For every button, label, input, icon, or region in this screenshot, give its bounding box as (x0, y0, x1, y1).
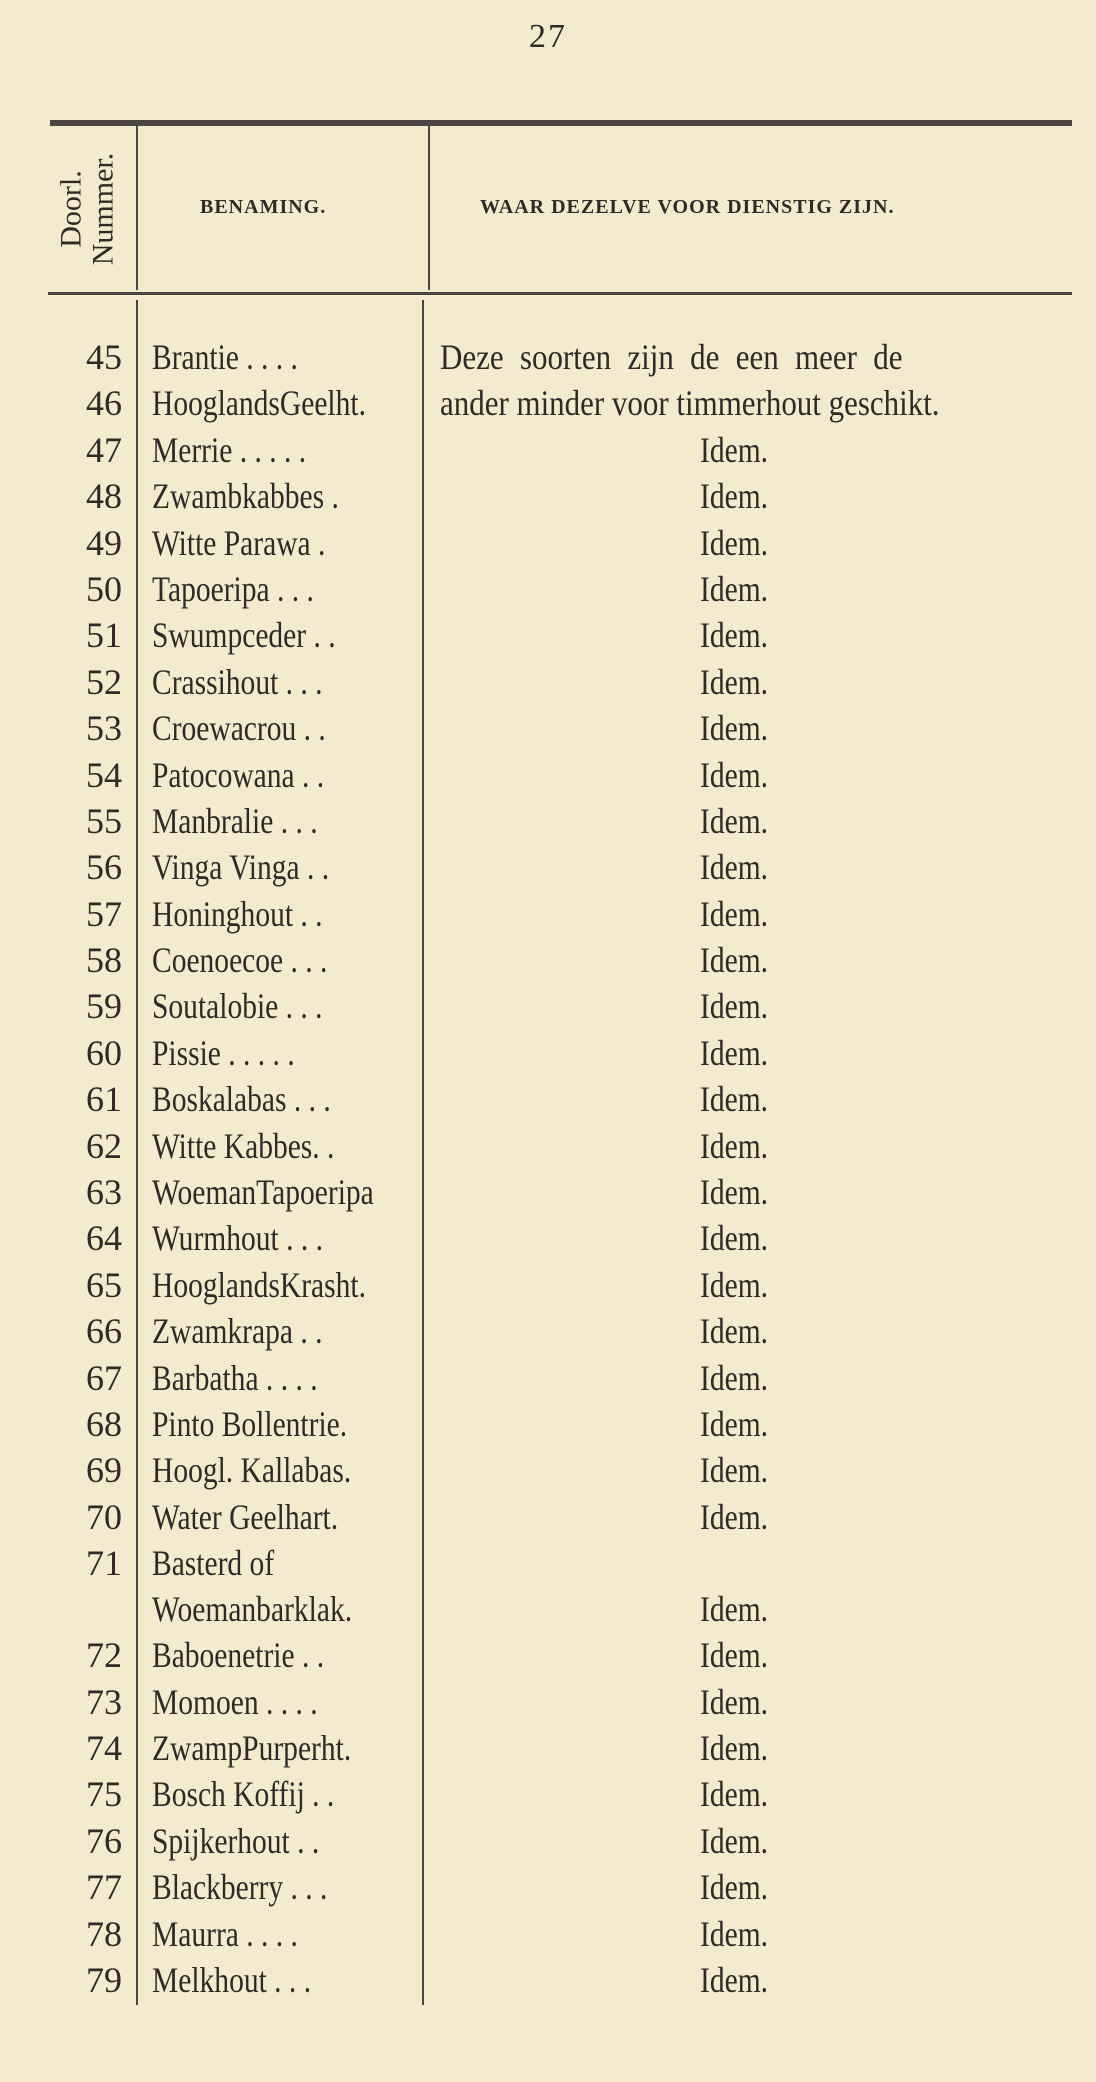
row-number: 75 (86, 1774, 122, 1815)
row-name: Vinga Vinga . . (152, 847, 330, 888)
table-row (0, 1447, 1096, 1493)
header-nummer: Nummer. (86, 152, 119, 266)
row-name: Merrie . . . . . (152, 429, 307, 470)
row-name: Maurra . . . . (152, 1913, 298, 1954)
row-use: Idem. (700, 476, 769, 517)
row-number: 58 (86, 940, 122, 981)
row-use: Idem. (700, 1959, 769, 2000)
row-name: Spijkerhout . . (152, 1820, 320, 1861)
row-name: Coenoecoe . . . (152, 940, 328, 981)
row-number: 74 (86, 1727, 122, 1768)
row-name: Pinto Bollentrie. (152, 1403, 348, 1444)
table-row (0, 1215, 1096, 1261)
table-row (0, 983, 1096, 1029)
row-number: 77 (86, 1867, 122, 1908)
table-row (0, 1632, 1096, 1678)
table-row (0, 1123, 1096, 1169)
row-number: 66 (86, 1311, 122, 1352)
row-use: Idem. (700, 429, 769, 470)
table-row (0, 1818, 1096, 1864)
row-number: 60 (86, 1032, 122, 1073)
row-name: Brantie . . . . (152, 337, 298, 377)
row-name: Witte Parawa . (152, 522, 326, 563)
row-name: Manbralie . . . (152, 800, 318, 841)
row-number: 78 (86, 1913, 122, 1954)
row-name: Zwambkabbes . (152, 476, 339, 517)
table-row (0, 844, 1096, 890)
table-body (0, 334, 1096, 2003)
row-use: Idem. (700, 940, 769, 981)
row-name: Blackberry . . . (152, 1867, 328, 1908)
row-name: Patocowana . . (152, 754, 325, 795)
table-row (0, 659, 1096, 705)
top-rule (50, 120, 1072, 126)
row-name: HooglandsGeelht. (152, 383, 366, 424)
row-number: 65 (86, 1264, 122, 1305)
row-number: 49 (86, 522, 122, 563)
row-number: 71 (86, 1543, 122, 1584)
table-row (0, 520, 1096, 566)
table-row (0, 1725, 1096, 1771)
row-number: 45 (86, 337, 122, 377)
row-use: Idem. (700, 1820, 769, 1861)
row-use: Idem. (700, 754, 769, 795)
table-row (0, 891, 1096, 937)
table-row (0, 473, 1096, 519)
row-number: 54 (86, 754, 122, 795)
row-number: 72 (86, 1635, 122, 1676)
row-use: Idem. (700, 1635, 769, 1676)
table-row (0, 1401, 1096, 1447)
row-name: Crassihout . . . (152, 661, 323, 702)
table-row (0, 1864, 1096, 1910)
row-use: Idem. (700, 568, 769, 609)
table-row (0, 1957, 1096, 2003)
table-row (0, 1771, 1096, 1817)
row-number: 73 (86, 1681, 122, 1722)
row-use: Idem. (700, 1589, 769, 1630)
row-name: Wurmhout . . . (152, 1218, 323, 1259)
row-use: Idem. (700, 708, 769, 749)
row-use: Idem. (700, 1496, 769, 1537)
row-name: Melkhout . . . (152, 1959, 312, 2000)
row-use: Idem. (700, 1264, 769, 1305)
row-use: Idem. (700, 1079, 769, 1120)
header-rule (48, 292, 1072, 295)
table-row (0, 798, 1096, 844)
row-name: Witte Kabbes. . (152, 1125, 335, 1166)
table-row (0, 566, 1096, 612)
table-row (0, 1308, 1096, 1354)
column-header-name: BENAMING. (200, 196, 327, 218)
row-name: Hoogl. Kallabas. (152, 1450, 352, 1491)
row-use: Idem. (700, 1172, 769, 1213)
table-row (0, 752, 1096, 798)
row-number: 53 (86, 708, 122, 749)
row-name: Zwamkrapa . . (152, 1311, 323, 1352)
table-row (0, 1262, 1096, 1308)
row-use: Idem. (700, 1032, 769, 1073)
intro-line-2: ander minder voor timmerhout geschikt. (440, 383, 940, 423)
column-header-number-label (55, 153, 119, 266)
row-number: 76 (86, 1820, 122, 1861)
table-row (0, 937, 1096, 983)
row-number: 51 (86, 615, 122, 656)
row-use: Idem. (700, 1403, 769, 1444)
row-number: 62 (86, 1125, 122, 1166)
row-name: HooglandsKrasht. (152, 1264, 366, 1305)
table-row (0, 1911, 1096, 1957)
row-number: 68 (86, 1403, 122, 1444)
row-name: Bosch Koffij . . (152, 1774, 335, 1815)
row-name: Croewacrou . . (152, 708, 326, 749)
table-row (0, 380, 1096, 426)
row-name: Soutalobie . . . (152, 986, 323, 1027)
row-use: Idem. (700, 1774, 769, 1815)
page-number: 27 (529, 18, 567, 55)
row-use: Idem. (700, 800, 769, 841)
row-number: 79 (86, 1959, 122, 2000)
row-name: Barbatha . . . . (152, 1357, 318, 1398)
header-divider-1 (136, 124, 138, 290)
intro-line-1: Deze soorten zijn de een meer de (440, 337, 903, 377)
row-name: WoemanTapoeripa (152, 1172, 374, 1213)
row-use: Idem. (700, 1311, 769, 1352)
row-number: 55 (86, 800, 122, 841)
row-number: 69 (86, 1450, 122, 1491)
row-use: Idem. (700, 847, 769, 888)
row-use: Idem. (700, 1727, 769, 1768)
row-name: Water Geelhart. (152, 1496, 339, 1537)
row-number: 70 (86, 1496, 122, 1537)
row-name: Tapoeripa . . . (152, 568, 314, 609)
table-row (0, 612, 1096, 658)
header-divider-2 (428, 124, 430, 290)
row-number: 46 (86, 383, 122, 424)
row-use: Idem. (700, 1867, 769, 1908)
row-number: 48 (86, 476, 122, 517)
row-use: Idem. (700, 893, 769, 934)
row-name: Swumpceder . . (152, 615, 336, 656)
column-header-number (42, 128, 132, 290)
table-row (0, 1494, 1096, 1540)
row-number: 56 (86, 847, 122, 888)
table-row (0, 1076, 1096, 1122)
row-name: Honinghout . . (152, 893, 323, 934)
row-number: 59 (86, 986, 122, 1027)
table-row (0, 1540, 1096, 1632)
row-number: 63 (86, 1172, 122, 1213)
table-row (0, 1679, 1096, 1725)
table-row (0, 705, 1096, 751)
row-name: Pissie . . . . . (152, 1032, 295, 1073)
row-number: 67 (86, 1357, 122, 1398)
row-use: Idem. (700, 615, 769, 656)
row-use: Idem. (700, 986, 769, 1027)
table-row (0, 334, 1096, 380)
row-number: 57 (86, 893, 122, 934)
table-row (0, 1355, 1096, 1401)
row-number: 61 (86, 1079, 122, 1120)
table-row (0, 427, 1096, 473)
row-name: Basterd of Woemanbarklak. (152, 1543, 353, 1630)
row-use: Idem. (700, 1357, 769, 1398)
table-row (0, 1169, 1096, 1215)
row-use: Idem. (700, 1913, 769, 1954)
row-number: 52 (86, 661, 122, 702)
row-use: Idem. (700, 1681, 769, 1722)
row-use: Idem. (700, 1125, 769, 1166)
row-use: Idem. (700, 522, 769, 563)
row-name: Boskalabas . . . (152, 1079, 331, 1120)
row-number: 64 (86, 1218, 122, 1259)
header-doorl: Doorl. (54, 170, 87, 248)
row-use: Idem. (700, 1218, 769, 1259)
row-name: Baboenetrie . . (152, 1635, 325, 1676)
row-name: Momoen . . . . (152, 1681, 318, 1722)
table-row (0, 1030, 1096, 1076)
row-name: ZwampPurperht. (152, 1727, 352, 1768)
row-number: 50 (86, 568, 122, 609)
column-header-use: WAAR DEZELVE VOOR DIENSTIG ZIJN. (480, 196, 895, 218)
row-use: Idem. (700, 1450, 769, 1491)
row-number: 47 (86, 429, 122, 470)
row-use: Idem. (700, 661, 769, 702)
